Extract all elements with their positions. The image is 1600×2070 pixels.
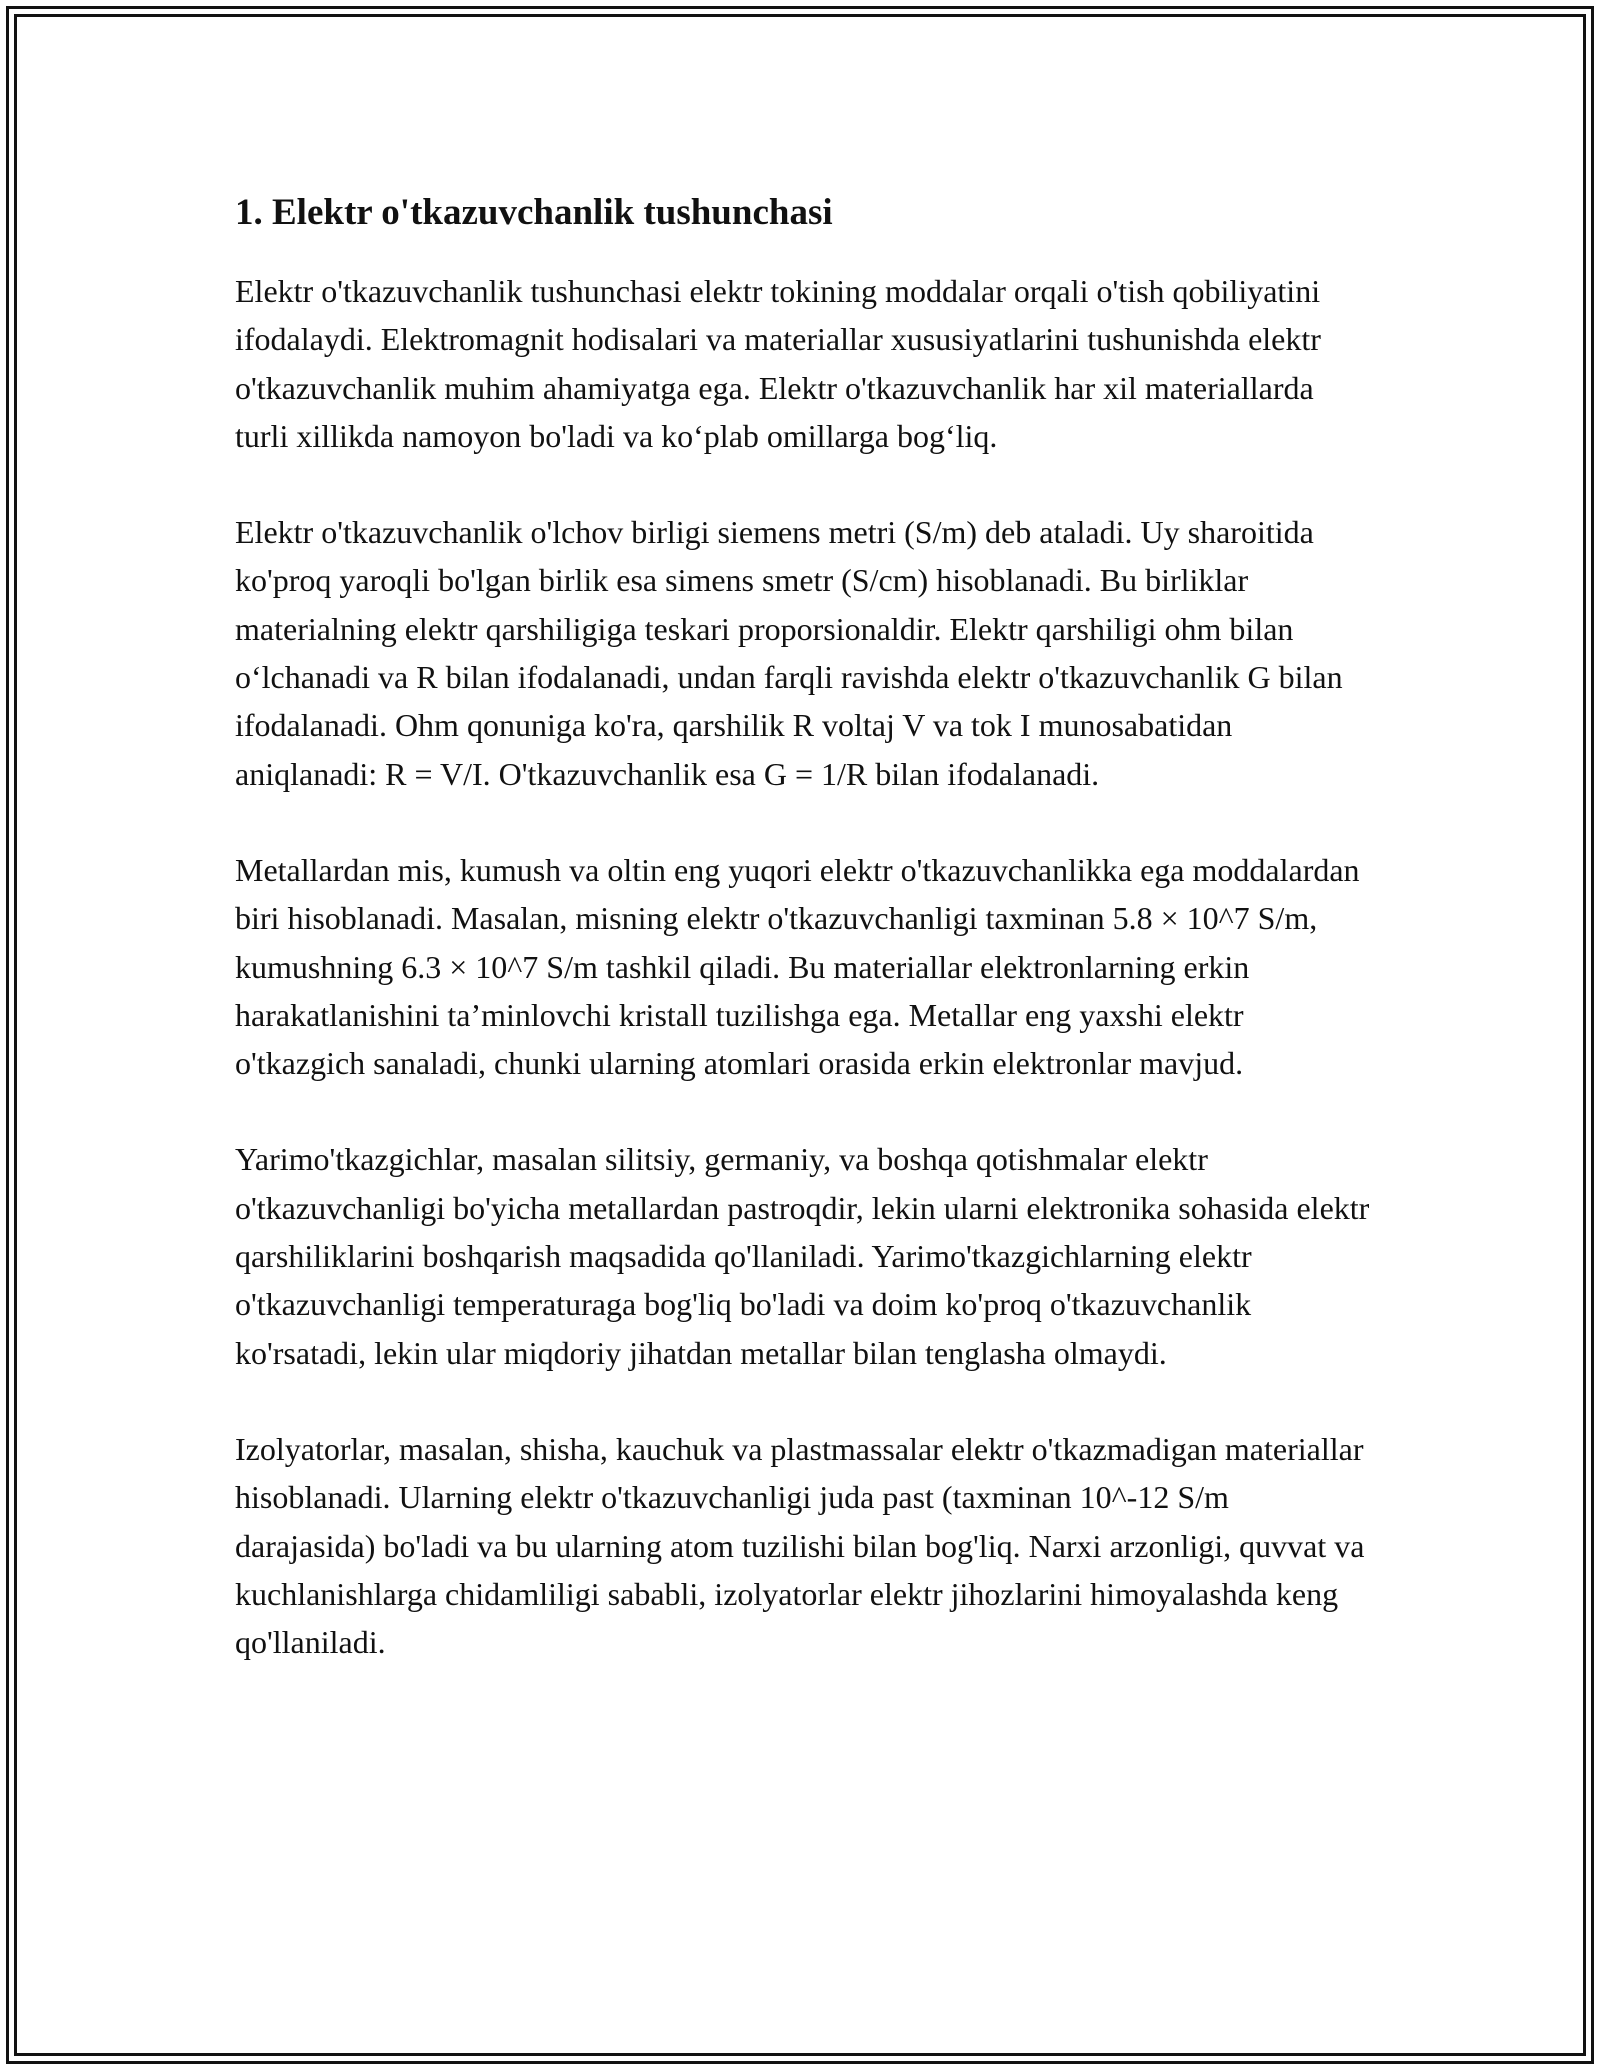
section-title: 1. Elektr o'tkazuvchanlik tushunchasi (235, 192, 833, 233)
paragraph-units: Elektr o'tkazuvchanlik o'lchov birligi siemens metri (S/m) deb ataladi. Uy sharoitida ko'proq yaroqli bo'lgan birlik esa simens smetr (S/cm) hisoblanadi. Bu birliklar materialning elektr qarshiligiga teskari proporsionaldir. Elektr qarshiligi ohm bilan o‘lchanadi va R bilan ifodalanadi, undan farqli ravishda elektr o'tkazuvchanlik G bilan ifodalanadi. Ohm qonuniga ko'ra, qarshilik R voltaj V va tok I munosabatidan aniqlanadi: R = V/I. O'tkazuvchanlik esa G = 1/R bilan ifodalanadi. (235, 514, 1343, 792)
paragraph-semiconductors: Yarimo'tkazgichlar, masalan silitsiy, germaniy, va boshqa qotishmalar elektr o'tkazuvchanligi bo'yicha metallardan pastroqdir, lekin ularni elektronika sohasida elektr qarshiliklarini boshqarish maqsadida qo'llaniladi. Yarimo'tkazgichlarning elektr o'tkazuvchanligi temperaturaga bog'liq bo'ladi va doim ko'proq o'tkazuvchanlik ko'rsatadi, lekin ular miqdoriy jihatdan metallar bilan tenglasha olmaydi. (235, 1141, 1370, 1371)
paragraph-definition: Elektr o'tkazuvchanlik tushunchasi elektr tokining moddalar orqali o'tish qobiliyatini ifodalaydi. Elektromagnit hodisalari va materiallar xususiyatlarini tushunishda elektr o'tkazuvchanlik muhim ahamiyatga ega. Elektr o'tkazuvchanlik har xil materiallarda turli xillikda namoyon bo'ladi va ko‘plab omillarga bog‘liq. (235, 273, 1321, 454)
paragraph-insulators: Izolyatorlar, masalan, shisha, kauchuk va plastmassalar elektr o'tkazmadigan materiallar hisoblanadi. Ularning elektr o'tkazuvchanligi juda past (taxminan 10^-12 S/m darajasida) bo'ladi va bu ularning atom tuzilishi bilan bog'liq. Narxi arzonligi, quvvat va kuchlanishlarga chidamliligi sababli, izolyatorlar elektr jihozlarini himoyalashda keng qo'llaniladi. (235, 1430, 1365, 1661)
document-body (235, 185, 1370, 1714)
paragraph-metals: Metallardan mis, kumush va oltin eng yuqori elektr o'tkazuvchanlikka ega moddalardan biri hisoblanadi. Masalan, misning elektr o'tkazuvchanligi taxminan 5.8 × 10^7 S/m, kumushning 6.3 × 10^7 S/m tashkil qiladi. Bu materiallar elektronlarning erkin harakatlanishini ta’minlovchi kristall tuzilishga ega. Metallar eng yaxshi elektr o'tkazgich sanaladi, chunki ularning atomlari orasida erkin elektronlar mavjud. (235, 851, 1360, 1082)
